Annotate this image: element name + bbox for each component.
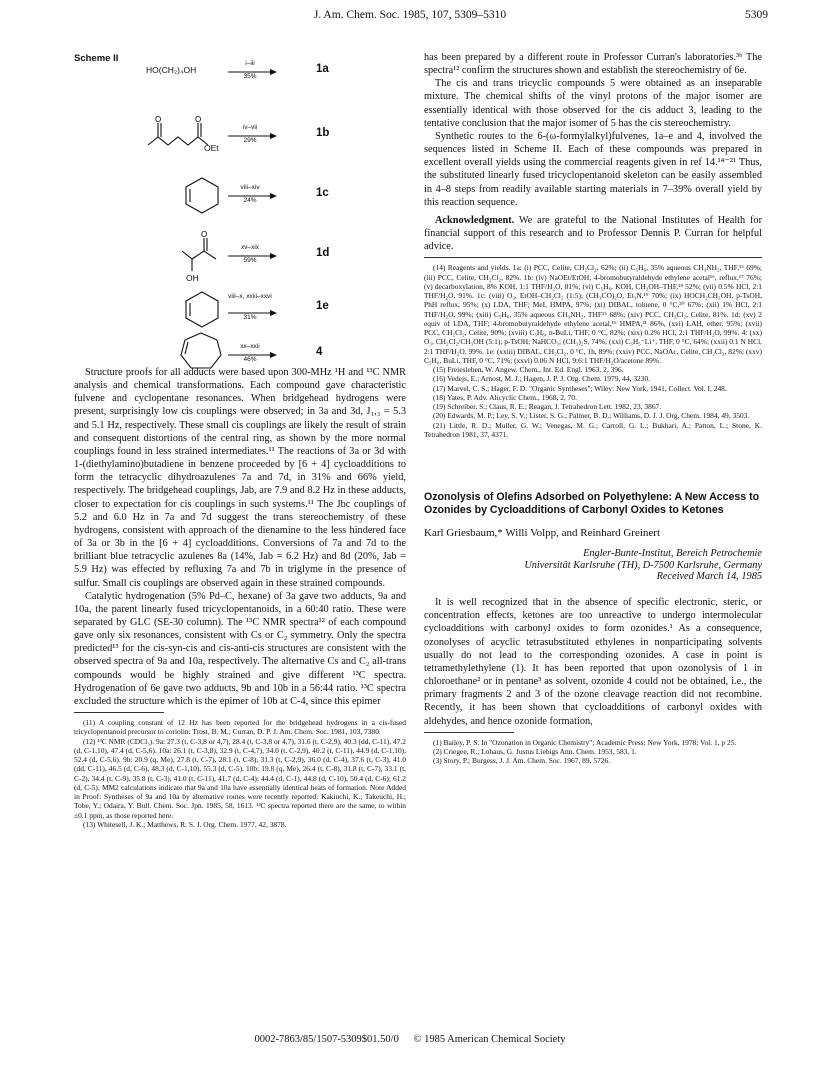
running-header: J. Am. Chem. Soc. 1985, 107, 5309–5310 xyxy=(313,9,507,21)
affiliation-line-2: Universität Karlsruhe (TH), D-7500 Karlsruhe, Germany xyxy=(524,560,762,572)
scheme-arrow-6 xyxy=(228,343,278,378)
right-column xyxy=(424,35,762,765)
cyclohexene-structure-2 xyxy=(182,289,222,329)
footnote: (3) Story, P.; Burgess, J. J. Am. Chem. Soc. 1967, 89, 5726. xyxy=(433,756,611,766)
footnote: (11) A coupling constant of 12 Hz has been reported for the bridgehead hydrogens in a cis-fused tricyclopentanoid precursor to coriolin: Trost, B. M.; Curran, D. P. J. Am. Chem. Soc. 1981, 103, 7380. xyxy=(74,718,406,737)
scheme-yield-6: 46% xyxy=(243,356,257,363)
scheme-product-2: 1b xyxy=(316,127,330,139)
footnote: (16) Vedejs, E.; Arnost, M. J.; Hagen, J. P. J. Org. Chem. 1979, 44, 3230. xyxy=(433,374,651,384)
left-column xyxy=(74,35,406,829)
body-paragraph: Catalytic hydrogenation (5% Pd–C, hexane) of 3a gave two adducts, 9a and 10a, the parent linearly fused tricyclopentanoids, in a 60:40 ratio. These were separated by GLC (SE-30 column). The ¹³C NMR spectra¹² of each compound gave only six resonances, consistent with Cs or C₂ symmetry. Only the spectra predicted¹³ for the cis-syn-cis and cis-anti-cis structures are consistent with the observed spectra of 9a and 10a, respectively. The alternative Cs and C₂ all-trans compounds would be highly strained and give different ¹³C spectra. Hydrogenation of 6e gave two adducts, 9b and 10b in a 56:44 ratio. ¹³C spectra excluded the structure which is the epimer of 10b at C-4, since this epimer xyxy=(74,590,406,707)
scheme-yield-4: 59% xyxy=(243,257,257,264)
scheme-arrow-2 xyxy=(228,124,278,159)
footnote: (19) Schreiber, S.; Claus, R. E.; Reagan, J. Tetrahedron Lett. 1982, 23, 3867. xyxy=(433,402,662,412)
footnote-divider xyxy=(74,712,164,713)
footnote: (20) Edwards, M. P.; Ley, S. V.; Lister, S. G.; Palmer, B. D.; Williams, D. J. J. Org. Chem. 1984, 49, 3503. xyxy=(433,411,750,421)
scheme-start-1: HO(CH₂)₄OH xyxy=(146,65,197,75)
scheme-arrow-5 xyxy=(228,293,278,336)
scheme-steps-5: viii–x, xxiii–xxvi xyxy=(228,293,272,300)
body-paragraph: The cis and trans tricyclic compounds 5 were obtained as an inseparable mixture. The chemical shifts of the vinyl protons of the major isomer are essentially identical with those observed for the cis adduct 3, leading to the tentative conclusion that the major isomer of 5 has the cis stereochemistry. xyxy=(424,78,762,129)
scheme-ii xyxy=(74,35,406,366)
body-paragraph: Structure proofs for all adducts were based upon 300-MHz ¹H and ¹³C NMR analysis and chemical transformations. Each compound gave characteristic fulvene and cyclopentane resonances. When bridgehead hydrogens were present, surprisingly low cis couplings were observed; in 3a and 3d, J₁,₃ = 5.3 and 5.1 Hz, respectively. These small cis couplings are likely the result of strain and consequent distortions of the central ring, as shown by the more normal couplings found in less strained intermediates.¹¹ The reactions of 3a or 3d with 1-(diethylamino)butadiene in benzene proceeded by [6 + 4] cycloadditions to form the tetracyclic dihydroazulenes 7a and 7d, in 31% and 66% yield, respectively. The bridgehead couplings, Jab, are 7.9 and 8.2 Hz in these adducts, closer to expectation for cis couplings in such systems.¹¹ The Jbc couplings of 5.2 and 6.0 Hz in 7a and 7d suggest the trans stereochemistry of these hydrogens, consistent with approach of the dienamine to the less hindered face of 3a or 3b in the [6 + 4] cycloadditions. Conversions of 7a and 7d to the brilliant blue tetracyclic azulenes 8a (14%, Jab = 6.2 Hz) and 8d (20%, Jab = 5.9 Hz) was effected by refluxing 7a and 7b in triglyme in the presence of sulfur. Small cis couplings are observed again in these strained compounds. xyxy=(74,367,406,589)
scheme-yield-2: 29% xyxy=(243,137,257,144)
scheme-arrow-1 xyxy=(228,60,278,95)
footer-code: 0002-7863/85/1507-5309$01.50/0 xyxy=(254,1034,399,1045)
scheme-product-4: 1d xyxy=(316,247,330,259)
footnote: (12) ¹³C NMR (CDCl₃). 9a: 27.3 (t, C-3,8 or 4,7), 28.4 (t, C-3,8 or 4,7), 31.6 (t, C-2,9), 40.3 (dd, C-11), 47.2 (d, C-1,10), 47.4 (d, C-5,6). 10a: 26.1 (t, C-3,8), 32.9 (t, C-4,7), 34.0 (t, C-2,9), 40.2 (t, C-11), 44.9 (d, C-1,10), 52.4 (d, C-5,6). 9b: 20.9 (q, Me), 27.8 (t, C-7), 28.1 (t, C-8), 31.3 (t, C-2,9), 36.0 (d, C-4), 37.6 (t, C-3), 41.0 (dd, C-11), 46.5 (d, C-6), 48.3 (d, C-1,10), 55.3 (d, C-5). 10b: 19.8 (q, Me), 26.4 (t, C-8), 31.8 (t, C-7), 33.1 (t, C-2), 34.4 (t, C-9), 35.8 (t, C-3), 41.0 (t, C-11), 41.7 (d, C-4); 44.4 (d, C-1), 44.8 (d, C-10), 50.4 (d, C-6); 61.2 (d, C-5). MM2 calculations indicate that 9a and 10a have essentially identical heats of formation. Note Added in Proof: Syntheses of 9a and 10a by alternative routes were recently reported: Kakiuchi, K.; Takeuchi, H.; Tobe, Y.; Odaira, Y. Bull. Chem. Soc. Jpn. 1985, 58, 1613. ¹³C spectra reported there are the same, to within ±0.1 ppm, as those reported here. xyxy=(74,736,406,820)
scheme-arrow-3 xyxy=(228,184,278,219)
body-paragraph: It is well recognized that in the absence of specific electronic, steric, or concentration effects, ketones are too unreactive to undergo intermolecular cycloadditions with carbonyl oxides to form ozonides.¹ As a consequence, ozonolyses of acyclic tetrasubstituted ethylenes in nonparticipating solvents usually do not lead to the corresponding ozonides. A case in point is tetramethylethylene (1). It has been reported that upon ozonolysis of 1 in chloroethane² or in pentane³ as solvent, ozonide 4 could not be obtained, i.e., the primary fragments 2 and 3 of the ozone cleavage reaction did not recombine. Recently, it has been shown that cycloadditions of carbonyl oxides with aldehydes, and hence ozonide formation, xyxy=(424,597,762,727)
footnote: (17) Marvel, C. S.; Hager, F. D. "Organic Syntheses"; Wiley: New York, 1941, Collect. Vol. I, 248. xyxy=(433,383,727,393)
scheme-product-5: 1e xyxy=(316,300,329,312)
scheme-product-3: 1c xyxy=(316,187,329,199)
article-authors: Karl Griesbaum,* Willi Volpp, and Reinhard Greinert xyxy=(424,527,661,540)
footnote: (21) Little, R. D.; Muller, G. W.; Venegas, M. G.; Carroll, G. L.; Bukhari, A.; Patton, L.; Stone, K. Tetrahedron 1981, 37, 4371. xyxy=(424,420,762,439)
page-number: 5309 xyxy=(745,9,768,21)
scheme-steps-3: viii–xiv xyxy=(240,184,260,191)
received-date: Received March 14, 1985 xyxy=(656,571,762,583)
cycloheptene-structure xyxy=(178,331,224,373)
footnote: (14) Reagents and yields. 1a: (i) PCC, Celite, CH₂Cl₂, 62%; (ii) C₅H₆, 35% aqueous CH₃NH₂, THF,¹⁵ 69%; (iii) PCC, Celite, CH₂Cl₂, 82%. 1b: (iv) NaOEt/EtOH; 4-bromobutyraldehyde ethylene acetal¹⁶, reflux,¹⁷ 76%; (v) decarboxylation, 8% KOH, 1:1 THF/H₂O, 81%; (vi) C₅H₆, KOH, CH₃OH–THF,¹⁸ 52%; (vii) 0.5% HCl, 2:1 THF/H₂O, 91%. 1c: (viii) O₃, EtOH–CH₂Cl₂ (1:5); (CH₃CO)₂O, Et₃N,¹⁹ 70%; (ix) HOCH₂CH₂OH, p-TsOH, PhH reflux, 95%; (x) LDA, THF; MeI, HMPA, 97%; (xi) DIBAL, toluene, 0 °C,²⁰ 67%; (xii) 1% HCl, 2:1 THF/H₂O, 99%; (xiii) C₅H₆, 35% aqueous CH₃NH₂, THF¹⁵ 68%; (xiv) PCC, CH₂Cl₂, Celite, 81%. 1d: (xv) 2 equiv of LDA, THF; 4-bromobutyraldehyde ethylene acetal,¹⁶ HMPA,²¹ 86%, (xvi) LAH, ether, 95%; (xvii) PCC, CH₂Cl₂, Celite, 90%; (xviii) C₅H₆, n-BuLi, THF, 0 °C, 82%; (xix) 0.2% HCl, 2:1 THF/H₂O, 99%. 4: (xx) O₃, CH₂Cl₂/CH₃OH (5:1); p-TsOH; NaHCO₃; (CH₃)₂S, 74%; (xxi) C₅H₅⁻Li⁺, THF, 0 °C, 64%; (xxii) 0.1 N HCl, 2:1 THF/H₂O, 99%. 1e: (xxiii) DIBAL, CH₂Cl₂, 0 °C, 1h, 89%; (xxiv) PCC, NaOAc, Celite, CH₂Cl₂, 82%; (xxv) C₅H₆, BuLi, THF, 0 °C, 71%; (xxvi) 0.06 N HCl, 9:6:1 THF/H₂O/acetone 89%. xyxy=(424,263,762,365)
scheme-product-6: 4 xyxy=(316,346,323,358)
hydroxy-ketone-structure xyxy=(178,231,226,277)
body-paragraph: has been prepared by a different route in Professor Curran's laboratories.³ᵇ The spectra¹² confirm the structures shown and establish the stereochemistry of 6e. xyxy=(424,52,762,77)
svg-text:O: O xyxy=(201,231,208,239)
scheme-steps-1: i–iii xyxy=(245,60,255,67)
svg-text:O: O xyxy=(195,115,202,124)
footer-copyright: © 1985 American Chemical Society xyxy=(413,1034,566,1045)
affiliation-line-1: Engler-Bunte-Institut, Bereich Petrochemie xyxy=(583,548,762,560)
scheme-steps-4: xv–xix xyxy=(240,244,260,251)
body-paragraph: Synthetic routes to the 6-(ω-formylalkyl)fulvenes, 1a–e and 4, involved the sequences listed in Scheme II. Each of these compounds was prepared in excellent overall yields using the commercial reagents given in ref 14.¹⁴⁻²¹ Thus, the substituted linearly fused tricyclopentanoid skeleton can be easily assembled in 4–8 steps from readily available starting materials in 7–39% overall yield by this reaction sequence. xyxy=(424,130,762,208)
acknowledgment-label: Acknowledgment. xyxy=(435,214,515,226)
footnote: (1) Bailey, P. S. In "Ozonation in Organic Chemistry"; Academic Press: New York, 1978; Vol. 1, p 25. xyxy=(433,737,737,747)
scheme-steps-6: xx–xxii xyxy=(240,343,260,350)
scheme-product-1: 1a xyxy=(316,63,329,75)
footnote-divider xyxy=(424,732,514,733)
scheme-yield-3: 24% xyxy=(243,197,257,204)
acknowledgment-text: We are grateful to the National Institutes of Health for financial support of this research and to Professor Dennis P. Curran for helpful advice. xyxy=(424,214,762,253)
svg-text:O: O xyxy=(155,115,162,124)
footnote: (15) Freiesleben, W. Angew. Chem., Int. Ed. Engl. 1963, 2, 396. xyxy=(433,365,624,375)
article-title: Ozonolysis of Olefins Adsorbed on Polyethylene: A New Access to Ozonides by Cycloadditions of Carbonyl Oxides to Ketones xyxy=(424,491,760,517)
scheme-yield-1: 35% xyxy=(243,73,257,80)
acknowledgment xyxy=(424,214,762,253)
scheme-title: Scheme II xyxy=(74,53,119,64)
scheme-steps-2: iv–vii xyxy=(242,124,258,131)
footnote: (13) Whitesell, J. K.; Matthews, R. S. J. Org. Chem. 1977, 42, 3878. xyxy=(83,819,287,829)
scheme-arrow-4 xyxy=(228,244,278,279)
footnote: (2) Criegee, R.; Lohaus, G. Justus Liebigs Ann. Chem. 1953, 583, 1. xyxy=(433,746,637,756)
scheme-yield-5: 31% xyxy=(243,314,257,321)
scheme-start-2: OEt xyxy=(204,143,219,153)
footnote-divider xyxy=(424,257,762,258)
scheme-start-4: OH xyxy=(186,273,199,283)
footnote: (18) Yates, P. Adv. Alicyclic Chem., 1968, 2, 70. xyxy=(433,392,577,402)
cyclohexene-structure xyxy=(182,175,222,215)
page-footer xyxy=(0,1034,820,1045)
